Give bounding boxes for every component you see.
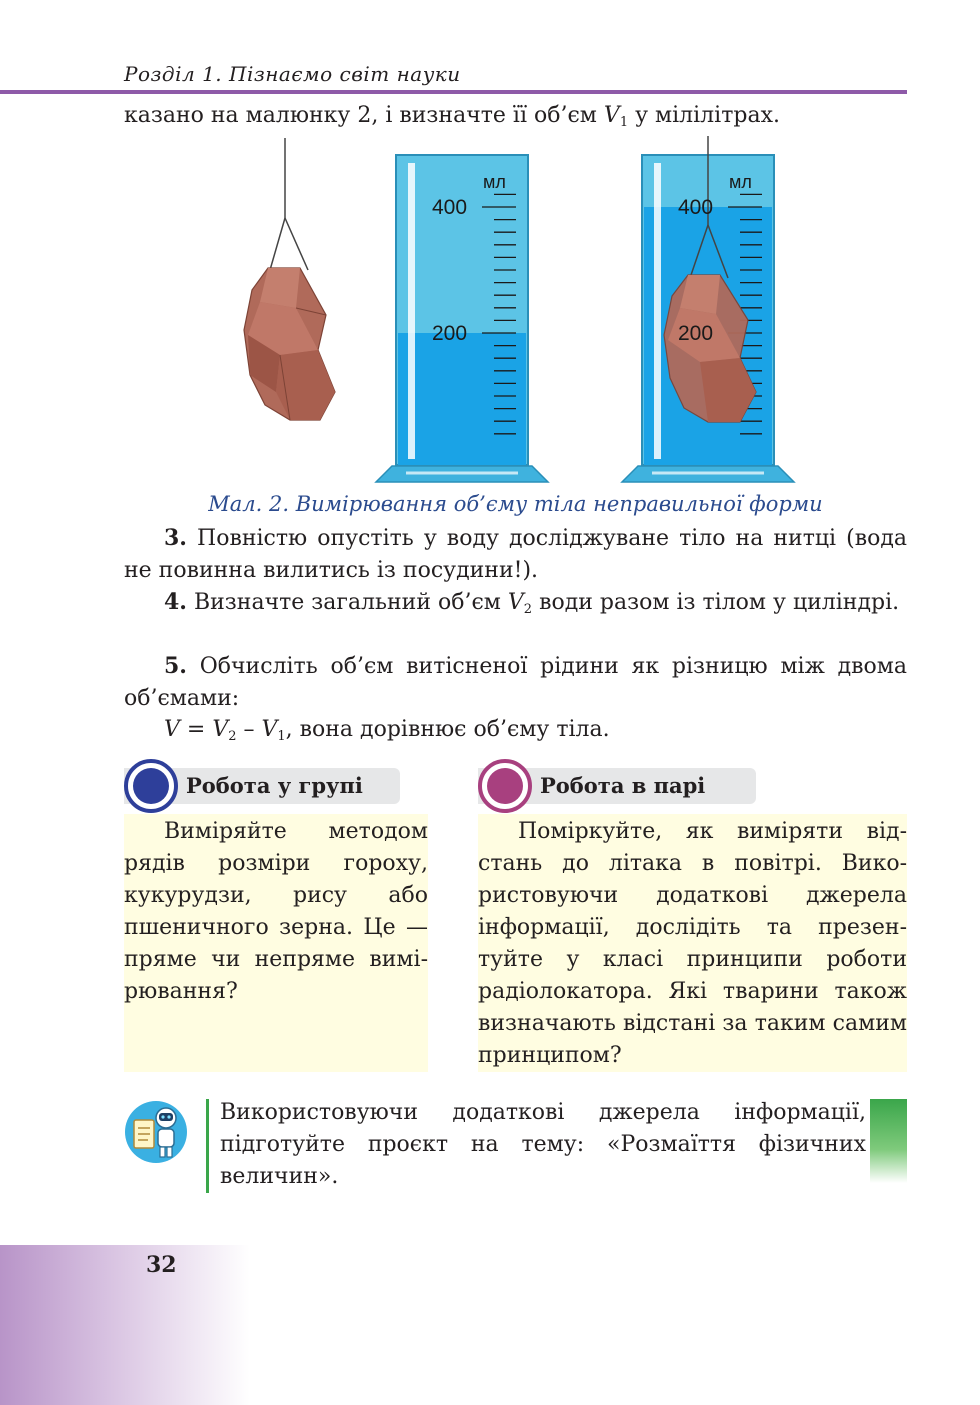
step-4-sub: 2: [523, 602, 533, 617]
step-4: [124, 586, 907, 619]
intro-text-before: казано на малюнку 2, і визначте її об’єм: [124, 103, 604, 128]
pair-work-title: Робота в парі: [540, 773, 706, 798]
unit-label-left: мл: [483, 172, 506, 192]
header-rule: [0, 90, 907, 94]
formula-v: V: [164, 717, 180, 742]
tick-label-400-left: 400: [432, 196, 468, 219]
group-work-title: Робота у групі: [186, 773, 363, 798]
formula-sub1: 1: [277, 729, 286, 744]
pair-work-body: [478, 814, 907, 1072]
step-5-number: 5.: [164, 653, 187, 679]
figure-measurement: [200, 130, 820, 490]
cylinder-left-highlight: [408, 163, 415, 459]
project-text: Використовуючи додаткові джерела інформації, підготуйте проєкт на тему: «Розмаїття фізичних величин».: [220, 1100, 866, 1189]
intro-line: [124, 100, 907, 132]
tick-label-400-right: 400: [678, 196, 714, 219]
hanging-stone: [244, 138, 335, 420]
intro-sub: 1: [619, 115, 629, 130]
tick-label-200-left: 200: [432, 322, 468, 345]
step-3-number: 3.: [164, 525, 187, 551]
project-rule: [206, 1099, 209, 1193]
group-work-text: Виміряйте методом рядів розміри гороху, кукурудзи, рису або пшеничного зерна. Це — пряме чи непряме вимірювання?: [124, 819, 428, 1004]
formula-sub2: 2: [228, 729, 237, 744]
group-work-body: [124, 814, 428, 1072]
pair-work-badge-icon: [478, 759, 532, 813]
page-corner-decoration: [0, 1245, 250, 1405]
unit-label-right: мл: [729, 172, 752, 192]
formula-line: [124, 714, 907, 746]
pair-work-text: Поміркуйте, як виміряти відстань до літака в повітрі. Використовуючи додаткові джерела інформації, дослідіть та презентуйте у класі принципи роботи радіолокатора. Які тварини також визначають відстані за таким самим принципом?: [478, 819, 907, 1068]
cylinder-right-highlight: [654, 163, 661, 459]
intro-text-after: у мілілітрах.: [628, 103, 780, 128]
step-3: [124, 522, 907, 587]
step-4-number: 4.: [164, 589, 187, 615]
figure-caption: Мал. 2. Вимірювання об’єму тіла неправильної форми: [208, 492, 823, 516]
cylinder-left-water: [398, 333, 526, 465]
formula-tail: , вона дорівнює об’єму тіла.: [285, 717, 610, 742]
pair-work-badge-dot: [487, 768, 523, 804]
step-4-text-after: води разом із тілом у циліндрі.: [532, 590, 900, 615]
project-accent: [870, 1099, 907, 1183]
formula-v1: V: [261, 717, 278, 742]
intro-var: V: [603, 103, 620, 128]
formula-minus: –: [236, 717, 262, 742]
step-4-text-before: Визначте загальний об’єм: [186, 590, 508, 615]
step-5-text: Обчисліть об’єм витісненої рідини як різницю між двома об’ємами:: [124, 654, 907, 711]
group-work-badge-dot: [133, 768, 169, 804]
page-number: 32: [146, 1252, 177, 1278]
group-work-badge-icon: [124, 759, 178, 813]
running-head: Розділ 1. Пізнаємо світ науки: [124, 62, 461, 86]
step-4-var: V: [507, 590, 524, 615]
formula-v2: V: [212, 717, 229, 742]
tick-label-200-right: 200: [678, 322, 714, 345]
formula-eq: =: [179, 717, 213, 742]
step-5: [124, 650, 907, 715]
step-3-text: Повністю опустіть у воду досліджуване тіло на нитці (вода не повинна вилитись із посудини!).: [124, 526, 907, 583]
robot-clipboard-icon: [124, 1098, 188, 1166]
figure-svg: [200, 130, 820, 490]
